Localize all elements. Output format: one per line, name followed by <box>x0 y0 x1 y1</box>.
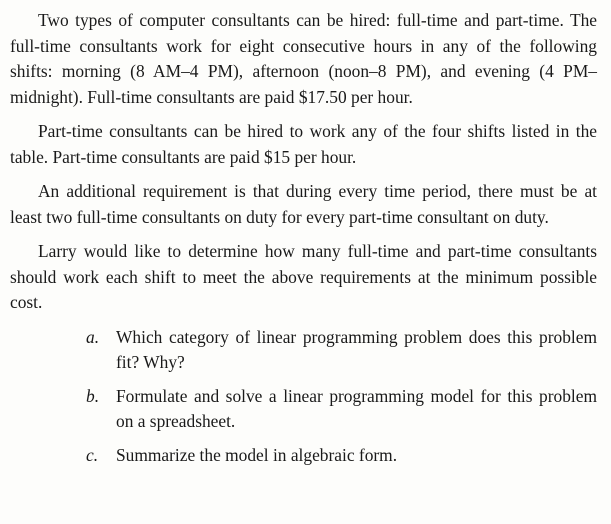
question-item-c <box>10 443 597 469</box>
paragraph-full-time: Two types of computer consultants can be hired: full-time and part-time. The full-time consultants work for eight consecutive hours in any of the following shifts: morning (8 AM–4 PM), afternoon (noon–8 PM), and evening (4 PM–midnight). Full-time consultants are paid $17.50 per hour. <box>10 10 597 107</box>
paragraph-requirement: An additional requirement is that during every time period, there must be at least two full-time consultants on duty for every part-time consultant on duty. <box>10 181 597 227</box>
question-item-a <box>10 325 597 376</box>
question-text: Formulate and solve a linear programming model for this problem on a spreadsheet. <box>116 385 597 431</box>
paragraph-objective: Larry would like to determine how many full-time and part-time consultants should work each shift to meet the above requirements at the minimum possible cost. <box>10 241 597 312</box>
question-label: c. <box>86 444 99 465</box>
question-list <box>10 325 597 469</box>
question-label: a. <box>86 326 100 347</box>
question-text: Summarize the model in algebraic form. <box>116 444 398 465</box>
question-text: Which category of linear programming problem does this problem fit? Why? <box>116 326 597 372</box>
question-label: b. <box>86 385 100 406</box>
paragraph-part-time: Part-time consultants can be hired to work any of the four shifts listed in the table. Part-time consultants are paid $15 per hour. <box>10 121 597 167</box>
question-item-b <box>10 384 597 435</box>
